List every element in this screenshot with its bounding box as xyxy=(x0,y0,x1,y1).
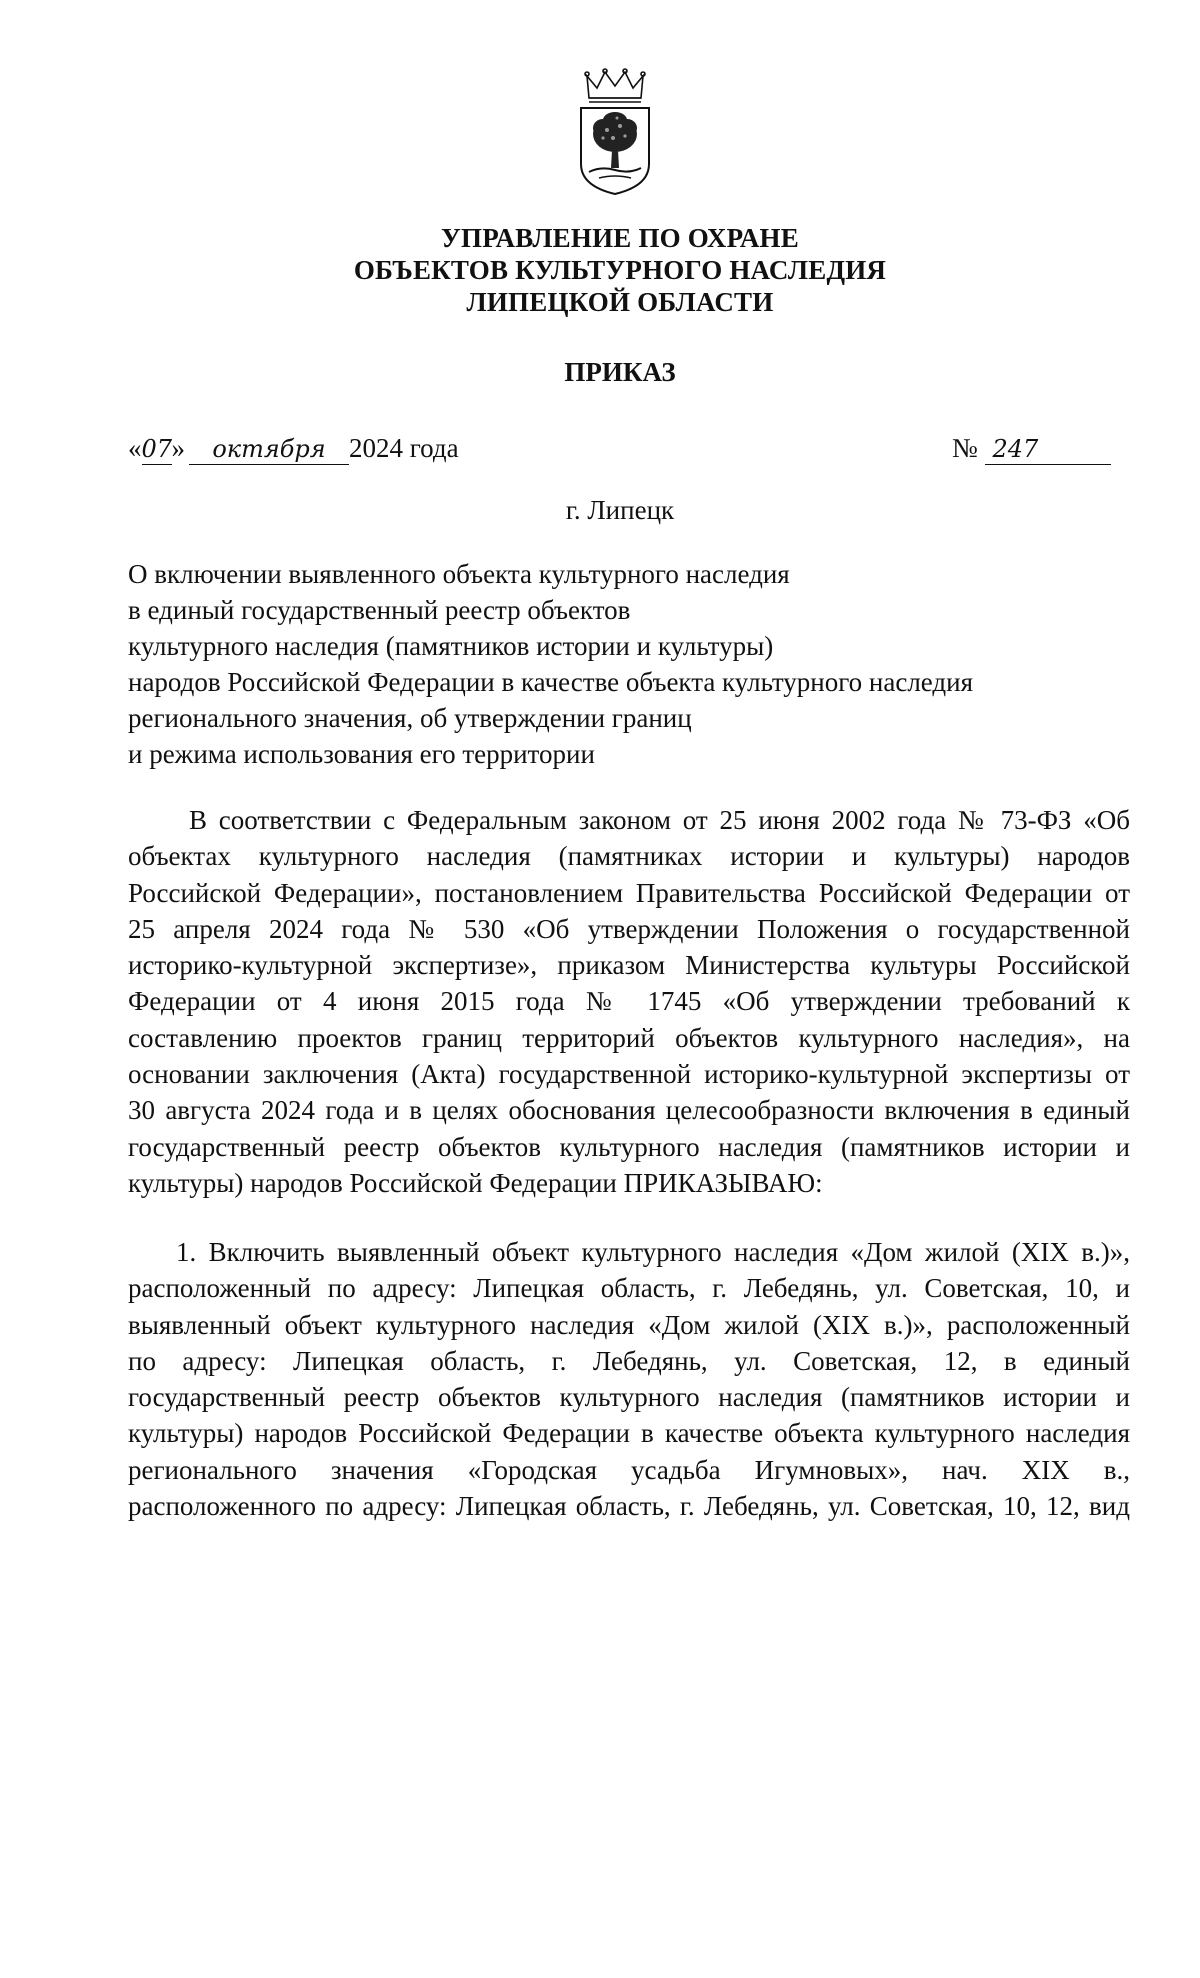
subject-line: О включении выявленного объекта культурного наследия xyxy=(128,559,790,589)
city: г. Липецк xyxy=(565,495,675,525)
paragraph-line: Российской Федерации», постановлением Правительства Российской Федерации от xyxy=(128,877,1130,908)
date-year: 2024 года xyxy=(349,433,459,463)
paragraph-line: выявленный объект культурного наследия «Дом жилой (XIX в.)», расположенный xyxy=(128,1309,1130,1340)
paragraph-line: расположенного по адресу: Липецкая область, г. Лебедянь, ул. Советская, 10, 12, вид xyxy=(128,1491,1130,1522)
paragraph-line: основании заключения (Акта) государственной историко-культурной экспертизы от xyxy=(128,1059,1130,1090)
paragraph-line: культуры) народов Российской Федерации в качестве объекта культурного наследия xyxy=(128,1418,1130,1449)
paragraph-line: 25 апреля 2024 года № 530 «Об утверждении Положения о государственной xyxy=(128,913,1130,944)
order-subject xyxy=(128,556,973,772)
paragraph-line: В соответствии с Федеральным законом от 25 июня 2002 года № 73-ФЗ «Об xyxy=(189,805,1130,835)
coat-of-arms-icon xyxy=(575,68,655,196)
subject-line: культурного наследия (памятников истории и культуры) xyxy=(128,631,774,661)
paragraph-line: объектах культурного наследия (памятниках истории и культуры) народов xyxy=(128,841,1130,872)
organization-name xyxy=(0,222,1200,318)
date-day: 07 xyxy=(141,435,173,463)
paragraph-line: Федерации от 4 июня 2015 года № 1745 «Об утверждении требований к xyxy=(128,986,1130,1017)
date-open-quote: « xyxy=(128,433,142,463)
paragraph-line: расположенный по адресу: Липецкая область, г. Лебедянь, ул. Советская, 10, и xyxy=(128,1273,1130,1304)
paragraph-line: государственный реестр объектов культурного наследия (памятников истории и xyxy=(128,1382,1130,1413)
clause-1-paragraph xyxy=(128,1234,1130,1524)
subject-line: в единый государственный реестр объектов xyxy=(128,595,631,625)
number-sign: № xyxy=(952,433,978,463)
paragraph-line: 1. Включить выявленный объект культурного наследия «Дом жилой (XIX в.)», xyxy=(176,1237,1130,1267)
number-value: 247 xyxy=(985,434,1111,465)
paragraph-line: составлению проектов границ территорий объектов культурного наследия», на xyxy=(128,1022,1130,1053)
document-type: ПРИКАЗ xyxy=(564,357,676,387)
order-date xyxy=(128,428,459,468)
date-close-quote: » xyxy=(171,433,185,463)
subject-line: регионального значения, об утверждении границ xyxy=(128,703,692,733)
organization-name-line-1: УПРАВЛЕНИЕ ПО ОХРАНЕ xyxy=(441,223,799,253)
paragraph-line: 30 августа 2024 года и в целях обоснования целесообразности включения в единый xyxy=(128,1095,1130,1126)
organization-name-line-2: ОБЪЕКТОВ КУЛЬТУРНОГО НАСЛЕДИЯ xyxy=(353,255,887,285)
paragraph-line: культуры) народов Российской Федерации ПРИКАЗЫВАЮ: xyxy=(128,1167,823,1198)
paragraph-line: государственный реестр объектов культурного наследия (памятников истории и xyxy=(128,1131,1130,1162)
paragraph-line: по адресу: Липецкая область, г. Лебедянь, ул. Советская, 12, в единый xyxy=(128,1345,1130,1376)
order-number xyxy=(952,428,1111,468)
subject-line: народов Российской Федерации в качестве объекта культурного наследия xyxy=(128,667,974,697)
date-month: октября xyxy=(189,434,349,465)
preamble-paragraph xyxy=(128,802,1130,1201)
paragraph-line: историко-культурной экспертизе», приказом Министерства культуры Российской xyxy=(128,950,1130,981)
organization-name-line-3: ЛИПЕЦКОЙ ОБЛАСТИ xyxy=(466,287,774,317)
subject-line: и режима использования его территории xyxy=(128,739,595,769)
paragraph-line: регионального значения «Городская усадьба Игумновых», нач. XIX в., xyxy=(128,1454,1130,1485)
